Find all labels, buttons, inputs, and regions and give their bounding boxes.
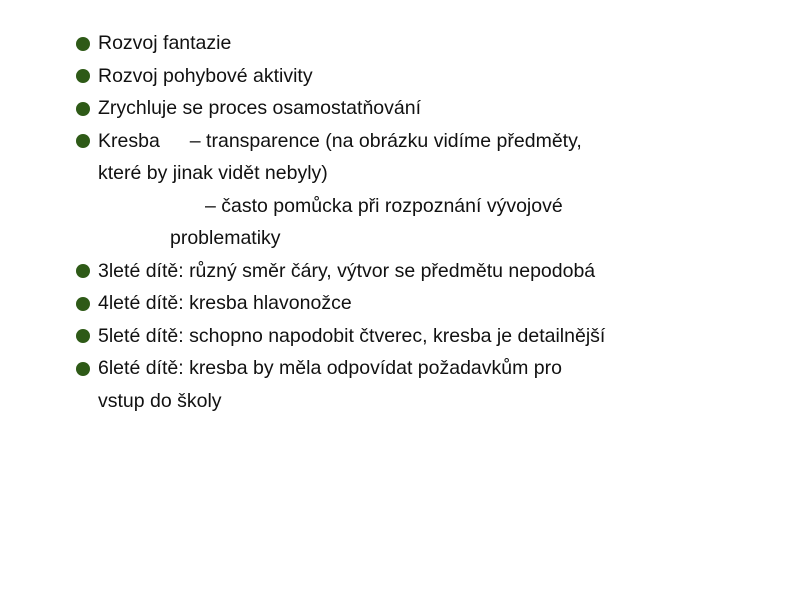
bullet-text-line-4: problematiky <box>170 227 281 249</box>
bullet-text-line-2: vstup do školy <box>98 389 222 412</box>
bullet-text: 5leté dítě: schopno napodobit čtverec, kresba je detailnější <box>98 324 606 347</box>
bullet-item-4lete-dite <box>76 287 766 320</box>
bullet-text: Rozvoj pohybové aktivity <box>98 64 313 87</box>
bullet-dot-icon <box>76 329 90 343</box>
bullet-text-line-3: – často pomůcka při rozpoznání vývojové <box>205 194 563 217</box>
bullet-item-5lete-dite <box>76 320 766 353</box>
bullet-dot-icon <box>76 362 90 376</box>
bullet-text-line-2: které by jinak vidět nebyly) <box>98 162 328 184</box>
bullet-list <box>76 27 766 417</box>
bullet-item-kresba <box>76 125 766 255</box>
bullet-text-line-1: – transparence (na obrázku vidíme předměty, <box>189 129 582 152</box>
bullet-item-6lete-dite <box>76 352 766 417</box>
bullet-text: Rozvoj fantazie <box>98 32 232 54</box>
bullet-item-osamostatnovani <box>76 92 766 125</box>
bullet-text: Zrychluje se proces osamostatňování <box>98 97 421 119</box>
bullet-item-rozvoj-fantazie <box>76 27 766 60</box>
bullet-dot-icon <box>76 297 90 311</box>
bullet-text: 4leté dítě: kresba hlavonožce <box>98 292 352 314</box>
bullet-lead-text: Kresba <box>98 129 160 152</box>
bullet-item-rozvoj-pohybove-aktivity <box>76 60 766 93</box>
bullet-item-3lete-dite <box>76 255 766 288</box>
bullet-dot-icon <box>76 264 90 278</box>
bullet-text-line-1: 6leté dítě: kresba by měla odpovídat požadavkům pro <box>98 357 562 379</box>
bullet-dot-icon <box>76 134 90 148</box>
bullet-text: 3leté dítě: různý směr čáry, výtvor se předmětu nepodobá <box>98 259 596 282</box>
bullet-dot-icon <box>76 102 90 116</box>
bullet-dot-icon <box>76 37 90 51</box>
bullet-dot-icon <box>76 69 90 83</box>
